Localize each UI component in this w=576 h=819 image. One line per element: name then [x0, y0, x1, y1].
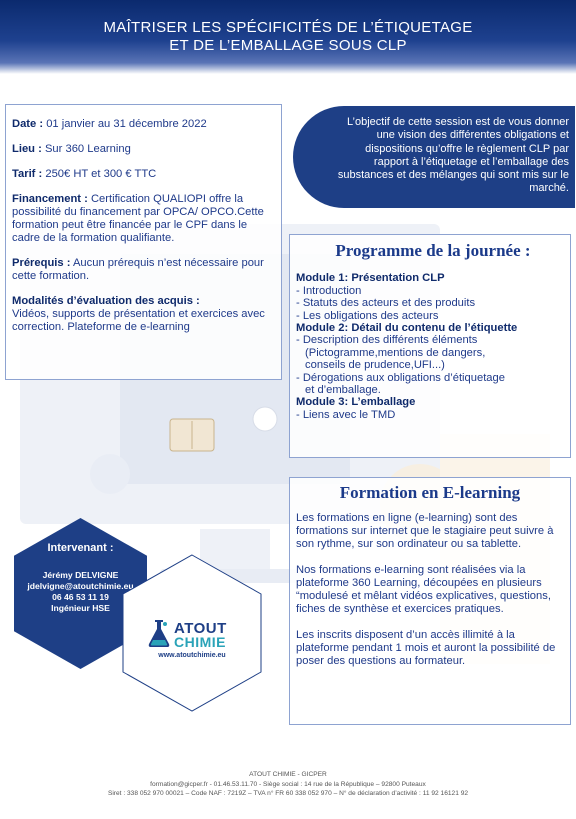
list-item: - Introduction — [296, 284, 362, 297]
footer-line-2: formation@gicper.fr - 01.46.53.11.70 - Siège social : 14 rue de la République – 92800 Puteaux — [150, 780, 426, 788]
list-item: - Statuts des acteurs et des produits — [296, 297, 476, 310]
page-header — [0, 0, 576, 74]
logo-url[interactable]: www.atoutchimie.eu — [158, 652, 226, 659]
list-item: - Description des différents éléments (Pictogramme,mentions de dangers, conseils de prudence,UFI...) — [296, 334, 486, 372]
tarif-row: Tarif : 250€ HT et 300 € TTC — [12, 168, 157, 180]
elearning-title: Formation en E-learning — [339, 483, 521, 502]
footer-line-1: ATOUT CHIMIE - GICPER — [249, 771, 327, 778]
logo-hexagon — [122, 554, 262, 712]
elearning-paragraph-2: Nos formations e-learning sont réalisées via la plateforme 360 Learning, découpées en plusieurs “modulesé et mêlant vidéos explicatives, questions, fiches de synthèse et exercices pratiques. — [296, 564, 551, 615]
objective-bubble: L’objectif de cette session est de vous donner une vision des différentes obligations et dispositions qu’offre le règlement CLP par rapport à l’étiquetage et l’emballage des substances et des mélanges qui sont mis sur le marché. — [293, 106, 575, 208]
title-line-1: MAÎTRISER LES SPÉCIFICITÉS DE L’ÉTIQUETAGE — [103, 19, 473, 36]
intervenant-title: Intervenant : — [47, 542, 114, 554]
list-item: - Les obligations des acteurs — [296, 309, 439, 322]
book-icon — [170, 419, 214, 451]
module-1-title: Module 1: Présentation CLP — [296, 272, 445, 285]
module-2-title: Module 2: Détail du contenu de l’étiquette — [296, 322, 518, 335]
title-line-2: ET DE L’EMBALLAGE SOUS CLP — [169, 37, 407, 54]
intervenant-phone: 06 46 53 11 19 — [52, 592, 109, 602]
info-box — [5, 104, 282, 380]
modalites-row: Modalités d’évaluation des acquis : Vidéos, supports de présentation et exercices avec correction. Plateforme de e-learning — [12, 295, 265, 333]
list-item: - Dérogations aux obligations d’étiquetage et d’emballage. — [296, 371, 505, 397]
elearning-paragraph-3: Les inscrits disposent d’un accès illimité à la plateforme pendant 1 mois et auront la possibilité de poser des questions au formateur. — [296, 629, 556, 667]
flask-icon — [146, 618, 172, 648]
intervenant-role: Ingénieur HSE — [51, 603, 110, 613]
atout-chimie-logo — [146, 618, 238, 648]
logo-word-2: CHIMIE — [174, 634, 226, 650]
financement-row: Financement : Certification QUALIOPI offre la possibilité du financement par OPCA/ OPCO.Cette formation peut être financée par le CPF dans le cadre de la formation qualifiante. — [12, 193, 264, 244]
elearning-paragraph-1: Les formations en ligne (e-learning) sont des formations sur internet que le stagiaire peut suivre à son rythme, sur son ordinateur ou sa tablette. — [296, 512, 554, 550]
programme-box — [289, 234, 571, 458]
footer — [0, 770, 576, 799]
prerequis-row: Prérequis : Aucun prérequis n’est nécessaire pour cette formation. — [12, 257, 264, 282]
lieu-row: Lieu : Sur 360 Learning — [12, 143, 131, 155]
logo-word-1: ATOUT — [174, 620, 227, 637]
home-circle-icon — [253, 407, 277, 431]
intervenant-name: Jérémy DELVIGNE — [42, 570, 119, 580]
intervenant-email: jdelvigne@atoutchimie.eu — [27, 581, 134, 591]
footer-line-3: Siret : 338 052 970 00021 – Code NAF : 7219Z – TVA n° FR 60 338 052 970 – N° de déclaration d’activité : 11 92 16121 92 — [107, 790, 469, 797]
list-item: - Liens avec le TMD — [296, 408, 396, 421]
module-3-title: Module 3: L’emballage — [296, 396, 416, 409]
programme-title: Programme de la journée : — [335, 241, 531, 260]
elearning-box — [289, 477, 571, 725]
date-row: Date : 01 janvier au 31 décembre 2022 — [12, 118, 207, 130]
